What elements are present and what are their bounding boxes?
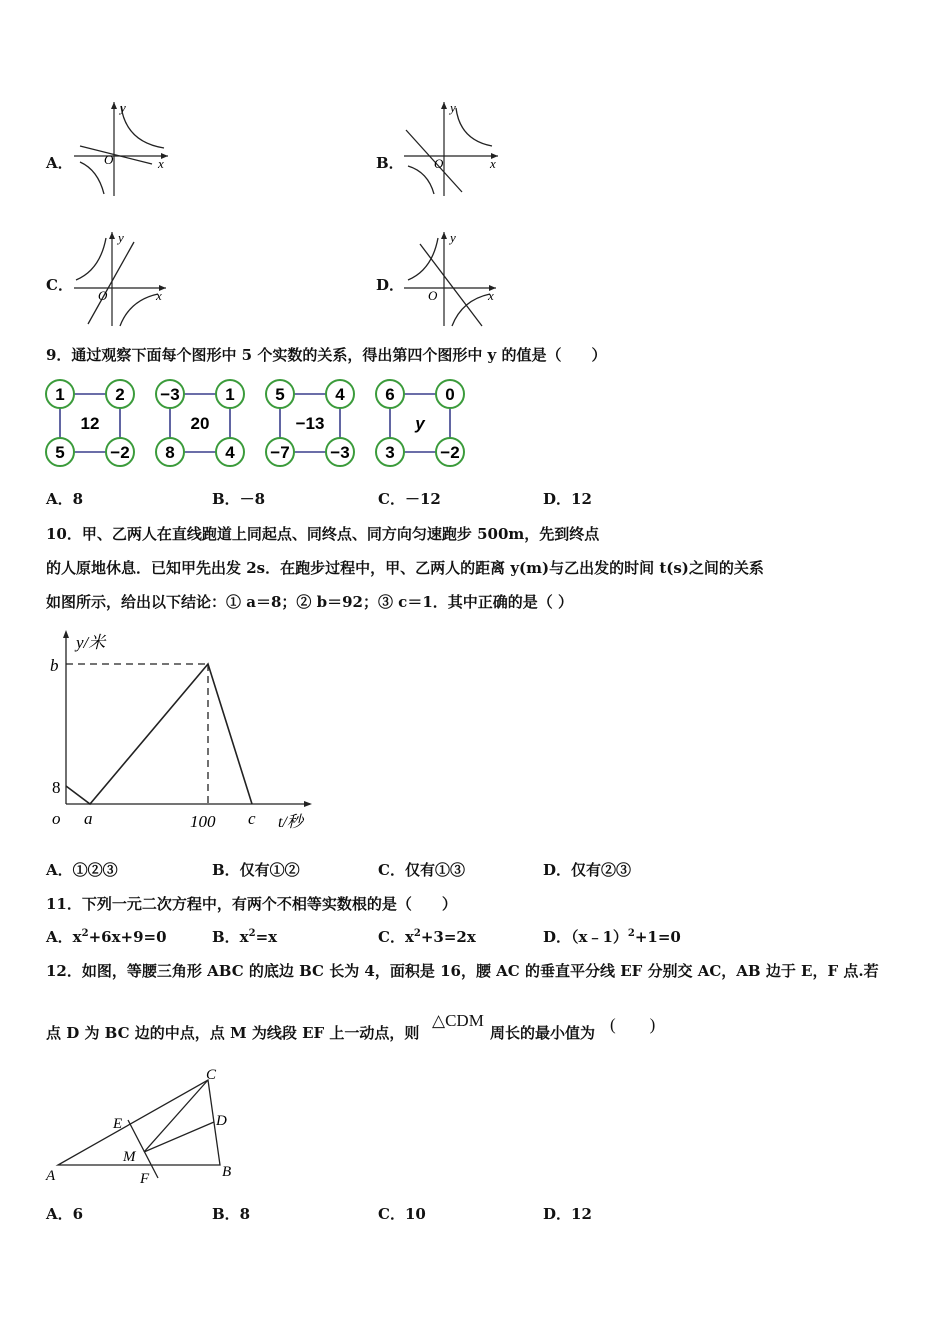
q9-center-value: y: [415, 414, 425, 433]
q9-center-value: 20: [190, 414, 210, 433]
q8-option-d-label: D．: [376, 276, 405, 294]
q8-graph-d: [402, 230, 502, 328]
q9-center-value: 12: [80, 414, 100, 433]
q11-option-c: C．$x^2+3=2x$: [378, 928, 476, 946]
q12-figure: [40, 1068, 250, 1188]
q8-option-c-label: C．: [46, 276, 73, 294]
q12-cdm: △CDM: [432, 1011, 484, 1030]
q12-line1: 12．如图，等腰三角形 ABC 的底边 BC 长为 4，面积是 16，腰 AC 的垂直平分线 EF 分别交 AC，AB 边于 E，F 点.若: [46, 962, 879, 980]
q11-stem: 11．下列一元二次方程中，有两个不相等实数根的是（ ）: [46, 895, 457, 913]
q12-line2-post: 周长的最小值为: [490, 1024, 596, 1042]
q10-y-label: y/米: [76, 633, 106, 652]
q9-node-value: 3: [385, 443, 395, 462]
q10-option-b: B．仅有①②: [212, 861, 300, 879]
svg-text:y: y: [450, 100, 456, 115]
q10-option-d: D．仅有②③: [543, 861, 632, 879]
q10-100-label: 100: [190, 812, 216, 831]
q9-option-c: C．－12: [378, 490, 441, 508]
svg-text:O: O: [428, 288, 438, 303]
svg-text:x: x: [158, 156, 164, 171]
q9-figure: [156, 380, 244, 466]
q10-option-c: C．仅有①③: [378, 861, 465, 879]
q10-8-label: 8: [52, 778, 61, 797]
q9-node-value: 4: [225, 443, 235, 462]
q11-option-d: D．（x﹣1）$^2$+1=0: [543, 928, 681, 946]
q12-triangle: [58, 1080, 220, 1165]
q12-line2-pre: 点 D 为 BC 边的中点，点 M 为线段 EF 上一动点，则: [46, 1024, 420, 1042]
q12-option-c: C．10: [378, 1205, 426, 1223]
q12-option-a: A．6: [46, 1205, 84, 1223]
q9-node-value: −3: [160, 385, 180, 404]
q12-paren: ( ): [610, 1015, 656, 1034]
q9-node-value: 2: [115, 385, 125, 404]
q10-b-label: b: [50, 656, 59, 675]
q12-option-b: B．8: [212, 1205, 251, 1223]
q9-node-value: −2: [110, 443, 130, 462]
q10-line3: 如图所示，给出以下结论：① a＝8；② b＝92；③ c＝1．其中正确的是（ ）: [46, 593, 573, 611]
q9-center-value: −13: [295, 414, 325, 433]
q10-c-label: c: [248, 809, 256, 828]
q9-node-value: −3: [330, 443, 350, 462]
q9-node-value: 8: [165, 443, 175, 462]
q9-figures: [40, 374, 480, 474]
q9-figure: [266, 380, 354, 466]
q9-stem: 9．通过观察下面每个图形中 5 个实数的关系，得出第四个图形中 y 的值是（ ）: [46, 346, 607, 364]
q8-option-a-label: A．: [46, 154, 73, 172]
q12-label-d: D: [216, 1113, 227, 1129]
q12-label-c: C: [206, 1068, 217, 1083]
q8-graph-a: [72, 100, 172, 198]
q12-label-e: E: [113, 1116, 123, 1132]
q9-node-value: 6: [385, 385, 395, 404]
q9-node-value: −2: [440, 443, 460, 462]
q9-node-value: 4: [335, 385, 345, 404]
svg-text:O: O: [104, 152, 114, 167]
q9-option-d: D．12: [543, 490, 592, 508]
q12-label-a: A: [46, 1168, 56, 1184]
q9-option-a: A．8: [46, 490, 84, 508]
q9-node-value: 1: [225, 385, 235, 404]
q9-figure: [46, 380, 134, 466]
q10-graph: [40, 626, 330, 836]
svg-text:y: y: [118, 230, 124, 245]
q8-graph-c: [72, 230, 172, 328]
q9-option-b: B．－8: [212, 490, 266, 508]
svg-text:x: x: [156, 288, 162, 303]
svg-text:y: y: [120, 100, 126, 115]
q9-node-value: 5: [275, 385, 285, 404]
q8-graph-b: [402, 100, 502, 198]
q9-node-value: −7: [270, 443, 290, 462]
q10-line1: 10．甲、乙两人在直线跑道上同起点、同终点、同方向匀速跑步 500m，先到终点: [46, 525, 600, 543]
svg-text:O: O: [434, 156, 444, 171]
q9-figure: [376, 380, 464, 466]
q12-label-m: M: [123, 1149, 136, 1165]
svg-text:x: x: [490, 156, 496, 171]
q12-option-d: D．12: [543, 1205, 592, 1223]
q10-t-label: t/秒: [278, 814, 303, 831]
q9-node-value: 5: [55, 443, 65, 462]
q10-line2: 的人原地休息．已知甲先出发 2s．在跑步过程中，甲、乙两人的距离 y(m)与乙出发的时间 t(s)之间的关系: [46, 559, 764, 577]
q10-distance-line: [66, 664, 252, 804]
svg-text:y: y: [450, 230, 456, 245]
q9-node-value: 0: [445, 385, 455, 404]
q8-option-b-label: B．: [376, 154, 404, 172]
q10-option-a: A．①②③: [46, 861, 118, 879]
q10-o-label: o: [52, 809, 61, 828]
svg-text:O: O: [98, 288, 108, 303]
q12-label-b: B: [222, 1164, 232, 1180]
svg-text:x: x: [488, 288, 494, 303]
q11-option-a: A．$x^2+6x+9=0$: [46, 928, 167, 946]
q9-node-value: 1: [55, 385, 65, 404]
q12-label-f: F: [140, 1171, 150, 1187]
q10-a-label: a: [84, 809, 93, 828]
q11-option-b: B．$x^2=x$: [212, 928, 278, 946]
